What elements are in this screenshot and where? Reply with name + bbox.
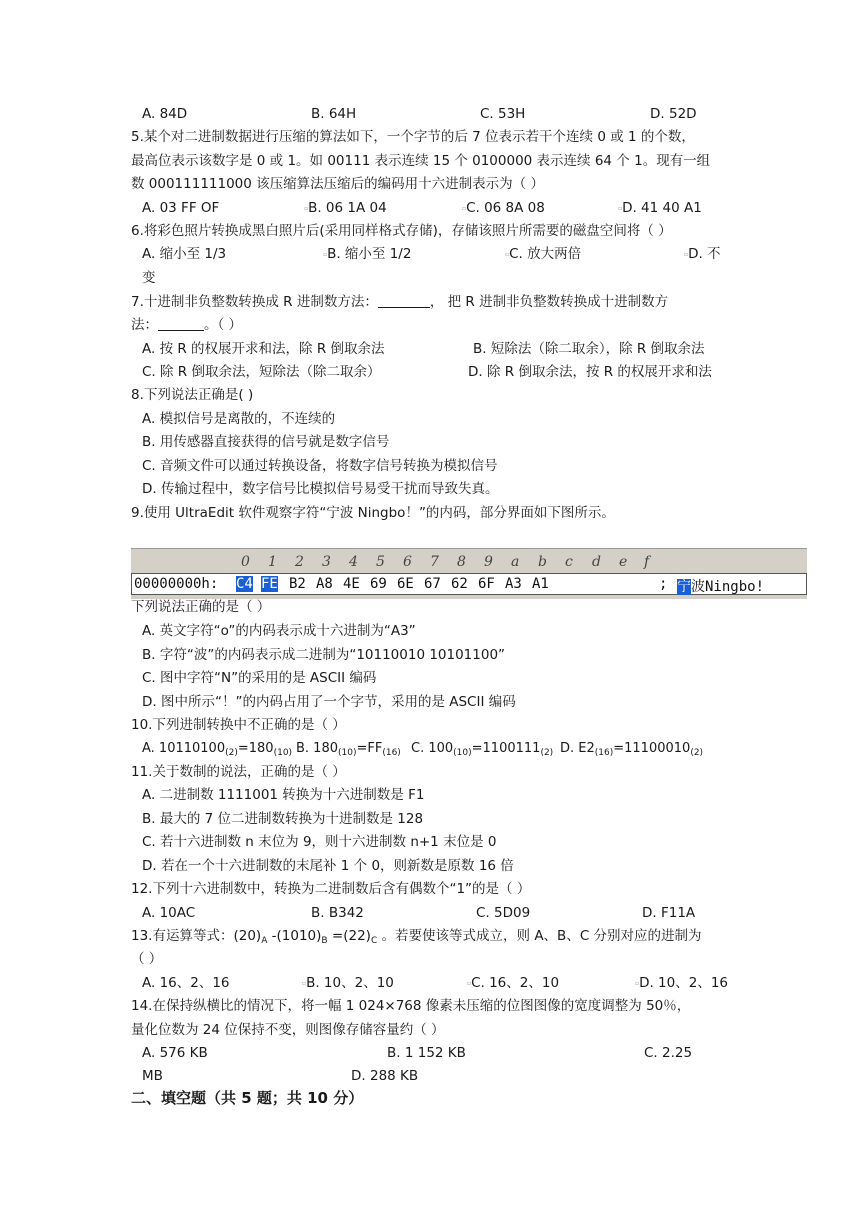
hex-byte: 4E bbox=[343, 576, 360, 592]
q9-option-b: B. 字符“波”的内码表示成二进制为“10110010 10101100” bbox=[142, 647, 506, 663]
hex-column-header bbox=[131, 551, 807, 571]
q14-option-d: D. 288 KB bbox=[351, 1068, 419, 1084]
hex-data-row bbox=[131, 573, 807, 595]
q9-sub-stem: 下列说法正确的是（ ） bbox=[131, 599, 271, 615]
hex-col-label: 2 bbox=[295, 554, 304, 570]
hex-byte-selected: C4 bbox=[236, 576, 253, 592]
hex-offset: 00000000h: bbox=[134, 576, 219, 592]
hex-col-label: 4 bbox=[349, 554, 358, 570]
q10-option-d: D. $E2_{(16)}=11100010_{(2)}$ bbox=[560, 741, 704, 758]
q6-option-c: ▫C. 放大两倍 bbox=[505, 246, 582, 262]
q10-option-c: C. $100_{(10)}=1100111_{(2)}$ bbox=[411, 741, 554, 758]
q13-option-c: ▫C. 16、2、10 bbox=[467, 975, 560, 991]
hex-byte: 69 bbox=[370, 576, 387, 592]
q14-option-a: A. 576 KB bbox=[142, 1045, 208, 1061]
hex-byte: 6E bbox=[397, 576, 414, 592]
section-title: 二、填空题（共 5 题；共 10 分） bbox=[131, 1089, 364, 1107]
ultraedit-hex-view bbox=[131, 548, 807, 599]
bullet-dot-icon: ▫ bbox=[467, 980, 472, 987]
hex-col-label: a bbox=[511, 554, 520, 570]
hex-byte: 62 bbox=[451, 576, 468, 592]
hex-text-panel bbox=[677, 576, 764, 596]
hex-col-label: b bbox=[538, 554, 547, 570]
q6-option-a: A. 缩小至 1/3 bbox=[142, 246, 227, 262]
hex-col-label: 1 bbox=[268, 554, 277, 570]
q7-stem-line2: 法： 。（ ） bbox=[131, 317, 243, 333]
hex-col-label: 3 bbox=[322, 554, 331, 570]
q7-option-b: B. 短除法（除二取余），除 R 倒取余法 bbox=[473, 341, 705, 357]
q9-stem: 9.使用 UltraEdit 软件观察字符“宁波 Ningbo！”的内码，部分界面如下图所示。 bbox=[131, 505, 615, 521]
hex-col-label: e bbox=[619, 554, 628, 570]
q6-option-b: ▫B. 缩小至 1/2 bbox=[323, 246, 412, 262]
q4-option-b: B. 64H bbox=[311, 106, 357, 122]
q13-option-d: ▫D. 10、2、16 bbox=[635, 975, 729, 991]
q14-stem-line2: 量化位数为 24 位保持不变，则图像存储容量约（ ） bbox=[131, 1022, 445, 1038]
q7-option-a: A. 按 R 的权展开求和法，除 R 倒取余法 bbox=[142, 341, 385, 357]
q7-stem-line1: 7.十进制非负整数转换成 R 进制数方法： ， 把 R 进制非负整数转换成十进制数方 bbox=[131, 294, 669, 310]
hex-col-label: c bbox=[565, 554, 573, 570]
q6-option-d: ▫D. 不 bbox=[684, 246, 721, 262]
q8-stem: 8.下列说法正确是( ) bbox=[131, 387, 254, 403]
q8-option-a: A. 模拟信号是离散的，不连续的 bbox=[142, 411, 336, 427]
q6-stem: 6.将彩色照片转换成黑白照片后(采用同样格式存储)，存储该照片所需要的磁盘空间将（ ） bbox=[131, 223, 672, 239]
q12-option-c: C. 5D09 bbox=[476, 905, 531, 921]
q14-stem-line1: 14.在保持纵横比的情况下，将一幅 1 024×768 像素未压缩的位图图像的宽度调整为 50％， bbox=[131, 998, 691, 1014]
q4-option-c: C. 53H bbox=[480, 106, 526, 122]
q12-option-b: B. B342 bbox=[311, 905, 364, 921]
hex-col-label: 7 bbox=[430, 554, 439, 570]
q10-option-b: B. $180_{(10)}=FF_{(16)}$ bbox=[296, 741, 401, 758]
hex-byte: 67 bbox=[424, 576, 441, 592]
q10-stem: 10.下列进制转换中不正确的是（ ） bbox=[131, 717, 346, 733]
q5-option-d: ▫D. 41 40 A1 bbox=[618, 200, 702, 216]
q10-option-a: A. $10110100_{(2)}=180_{(10)}$ bbox=[142, 741, 293, 758]
q7-option-c: C. 除 R 倒取余法，短除法（除二取余） bbox=[142, 364, 381, 380]
q11-stem: 11.关于数制的说法，正确的是（ ） bbox=[131, 764, 346, 780]
q12-stem: 12.下列十六进制数中，转换为二进制数后含有偶数个“1”的是（ ） bbox=[131, 881, 531, 897]
q11-option-d: D. 若在一个十六进制数的末尾补 1 个 0，则新数是原数 16 倍 bbox=[142, 858, 514, 874]
q13-option-b: ▫B. 10、2、10 bbox=[302, 975, 394, 991]
q14-option-b: B. 1 152 KB bbox=[387, 1045, 466, 1061]
hex-byte: A8 bbox=[316, 576, 333, 592]
q8-option-b: B. 用传感器直接获得的信号就是数字信号 bbox=[142, 434, 390, 450]
hex-byte-selected: FE bbox=[261, 576, 278, 592]
bullet-dot-icon: ▫ bbox=[505, 251, 510, 258]
q13-stem-line1: 13.有运算等式：$(20)_A$ $-(1010)_B =(22)_C$ 。若要使该等式成立，则 A、B、C 分别对应的进制为 bbox=[131, 928, 702, 946]
q5-option-a: A. 03 FF OF bbox=[142, 200, 220, 216]
hex-byte: A1 bbox=[532, 576, 549, 592]
answer-blank bbox=[378, 293, 430, 308]
q14-option-c-cont: MB bbox=[142, 1068, 163, 1084]
q5-option-b: ▫B. 06 1A 04 bbox=[304, 200, 387, 216]
hex-text-separator: ; bbox=[659, 576, 668, 592]
q8-option-c: C. 音频文件可以通过转换设备，将数字信号转换为模拟信号 bbox=[142, 458, 498, 474]
q5-stem-line2: 最高位表示该数字是 0 或 1。如 00111 表示连续 15 个 0100000 表示连续 64 个 1。现有一组 bbox=[131, 153, 711, 169]
q9-option-c: C. 图中字符“N”的采用的是 ASCII 编码 bbox=[142, 670, 377, 686]
hex-byte: 6F bbox=[478, 576, 495, 592]
answer-blank bbox=[158, 316, 204, 331]
q12-option-a: A. 10AC bbox=[142, 905, 196, 921]
hex-col-label: 8 bbox=[457, 554, 466, 570]
bullet-dot-icon: ▫ bbox=[302, 980, 307, 987]
q12-option-d: D. F11A bbox=[642, 905, 696, 921]
bullet-dot-icon: ▫ bbox=[462, 205, 467, 212]
q9-option-a: A. 英文字符“o”的内码表示成十六进制为“A3” bbox=[142, 623, 416, 639]
bullet-dot-icon: ▫ bbox=[323, 251, 328, 258]
hex-col-label: 6 bbox=[403, 554, 412, 570]
q5-stem-line1: 5.某个对二进制数据进行压缩的算法如下，一个字节的后 7 位表示若干个连续 0 或 1 的个数， bbox=[131, 129, 695, 145]
q5-stem-line3: 数 000111111000 该压缩算法压缩后的编码用十六进制表示为（ ） bbox=[131, 176, 544, 192]
q14-option-c: C. 2.25 bbox=[644, 1045, 693, 1061]
q9-option-d: D. 图中所示“！”的内码占用了一个字节，采用的是 ASCII 编码 bbox=[142, 694, 516, 710]
q4-option-a: A. 84D bbox=[142, 106, 188, 122]
hex-col-label: f bbox=[644, 554, 650, 570]
q11-option-a: A. 二进制数 1111001 转换为十六进制数是 F1 bbox=[142, 787, 425, 803]
hex-byte: B2 bbox=[289, 576, 306, 592]
q8-option-d: D. 传输过程中，数字信号比模拟信号易受干扰而导致失真。 bbox=[142, 481, 499, 497]
hex-text-rest: 波Ningbo! bbox=[691, 579, 765, 595]
bullet-dot-icon: ▫ bbox=[304, 205, 309, 212]
bullet-dot-icon: ▫ bbox=[618, 205, 623, 212]
bullet-dot-icon: ▫ bbox=[635, 980, 640, 987]
q13-option-a: A. 16、2、16 bbox=[142, 975, 230, 991]
q11-option-c: C. 若十六进制数 n 末位为 9，则十六进制数 n+1 末位是 0 bbox=[142, 834, 497, 850]
hex-byte: A3 bbox=[505, 576, 522, 592]
q7-option-d: D. 除 R 倒取余法，按 R 的权展开求和法 bbox=[468, 364, 712, 380]
hex-col-label: 0 bbox=[241, 554, 250, 570]
hex-text-selected: 宁 bbox=[677, 579, 691, 595]
q11-option-b: B. 最大的 7 位二进制数转换为十进制数是 128 bbox=[142, 811, 424, 827]
q5-option-c: ▫C. 06 8A 08 bbox=[462, 200, 545, 216]
q4-option-d: D. 52D bbox=[650, 106, 697, 122]
hex-col-label: 9 bbox=[484, 554, 493, 570]
hex-col-label: d bbox=[592, 554, 601, 570]
bullet-dot-icon: ▫ bbox=[684, 251, 689, 258]
q6-option-d-cont: 变 bbox=[142, 270, 156, 286]
q13-stem-line2: （ ） bbox=[131, 951, 163, 967]
hex-col-label: 5 bbox=[376, 554, 385, 570]
